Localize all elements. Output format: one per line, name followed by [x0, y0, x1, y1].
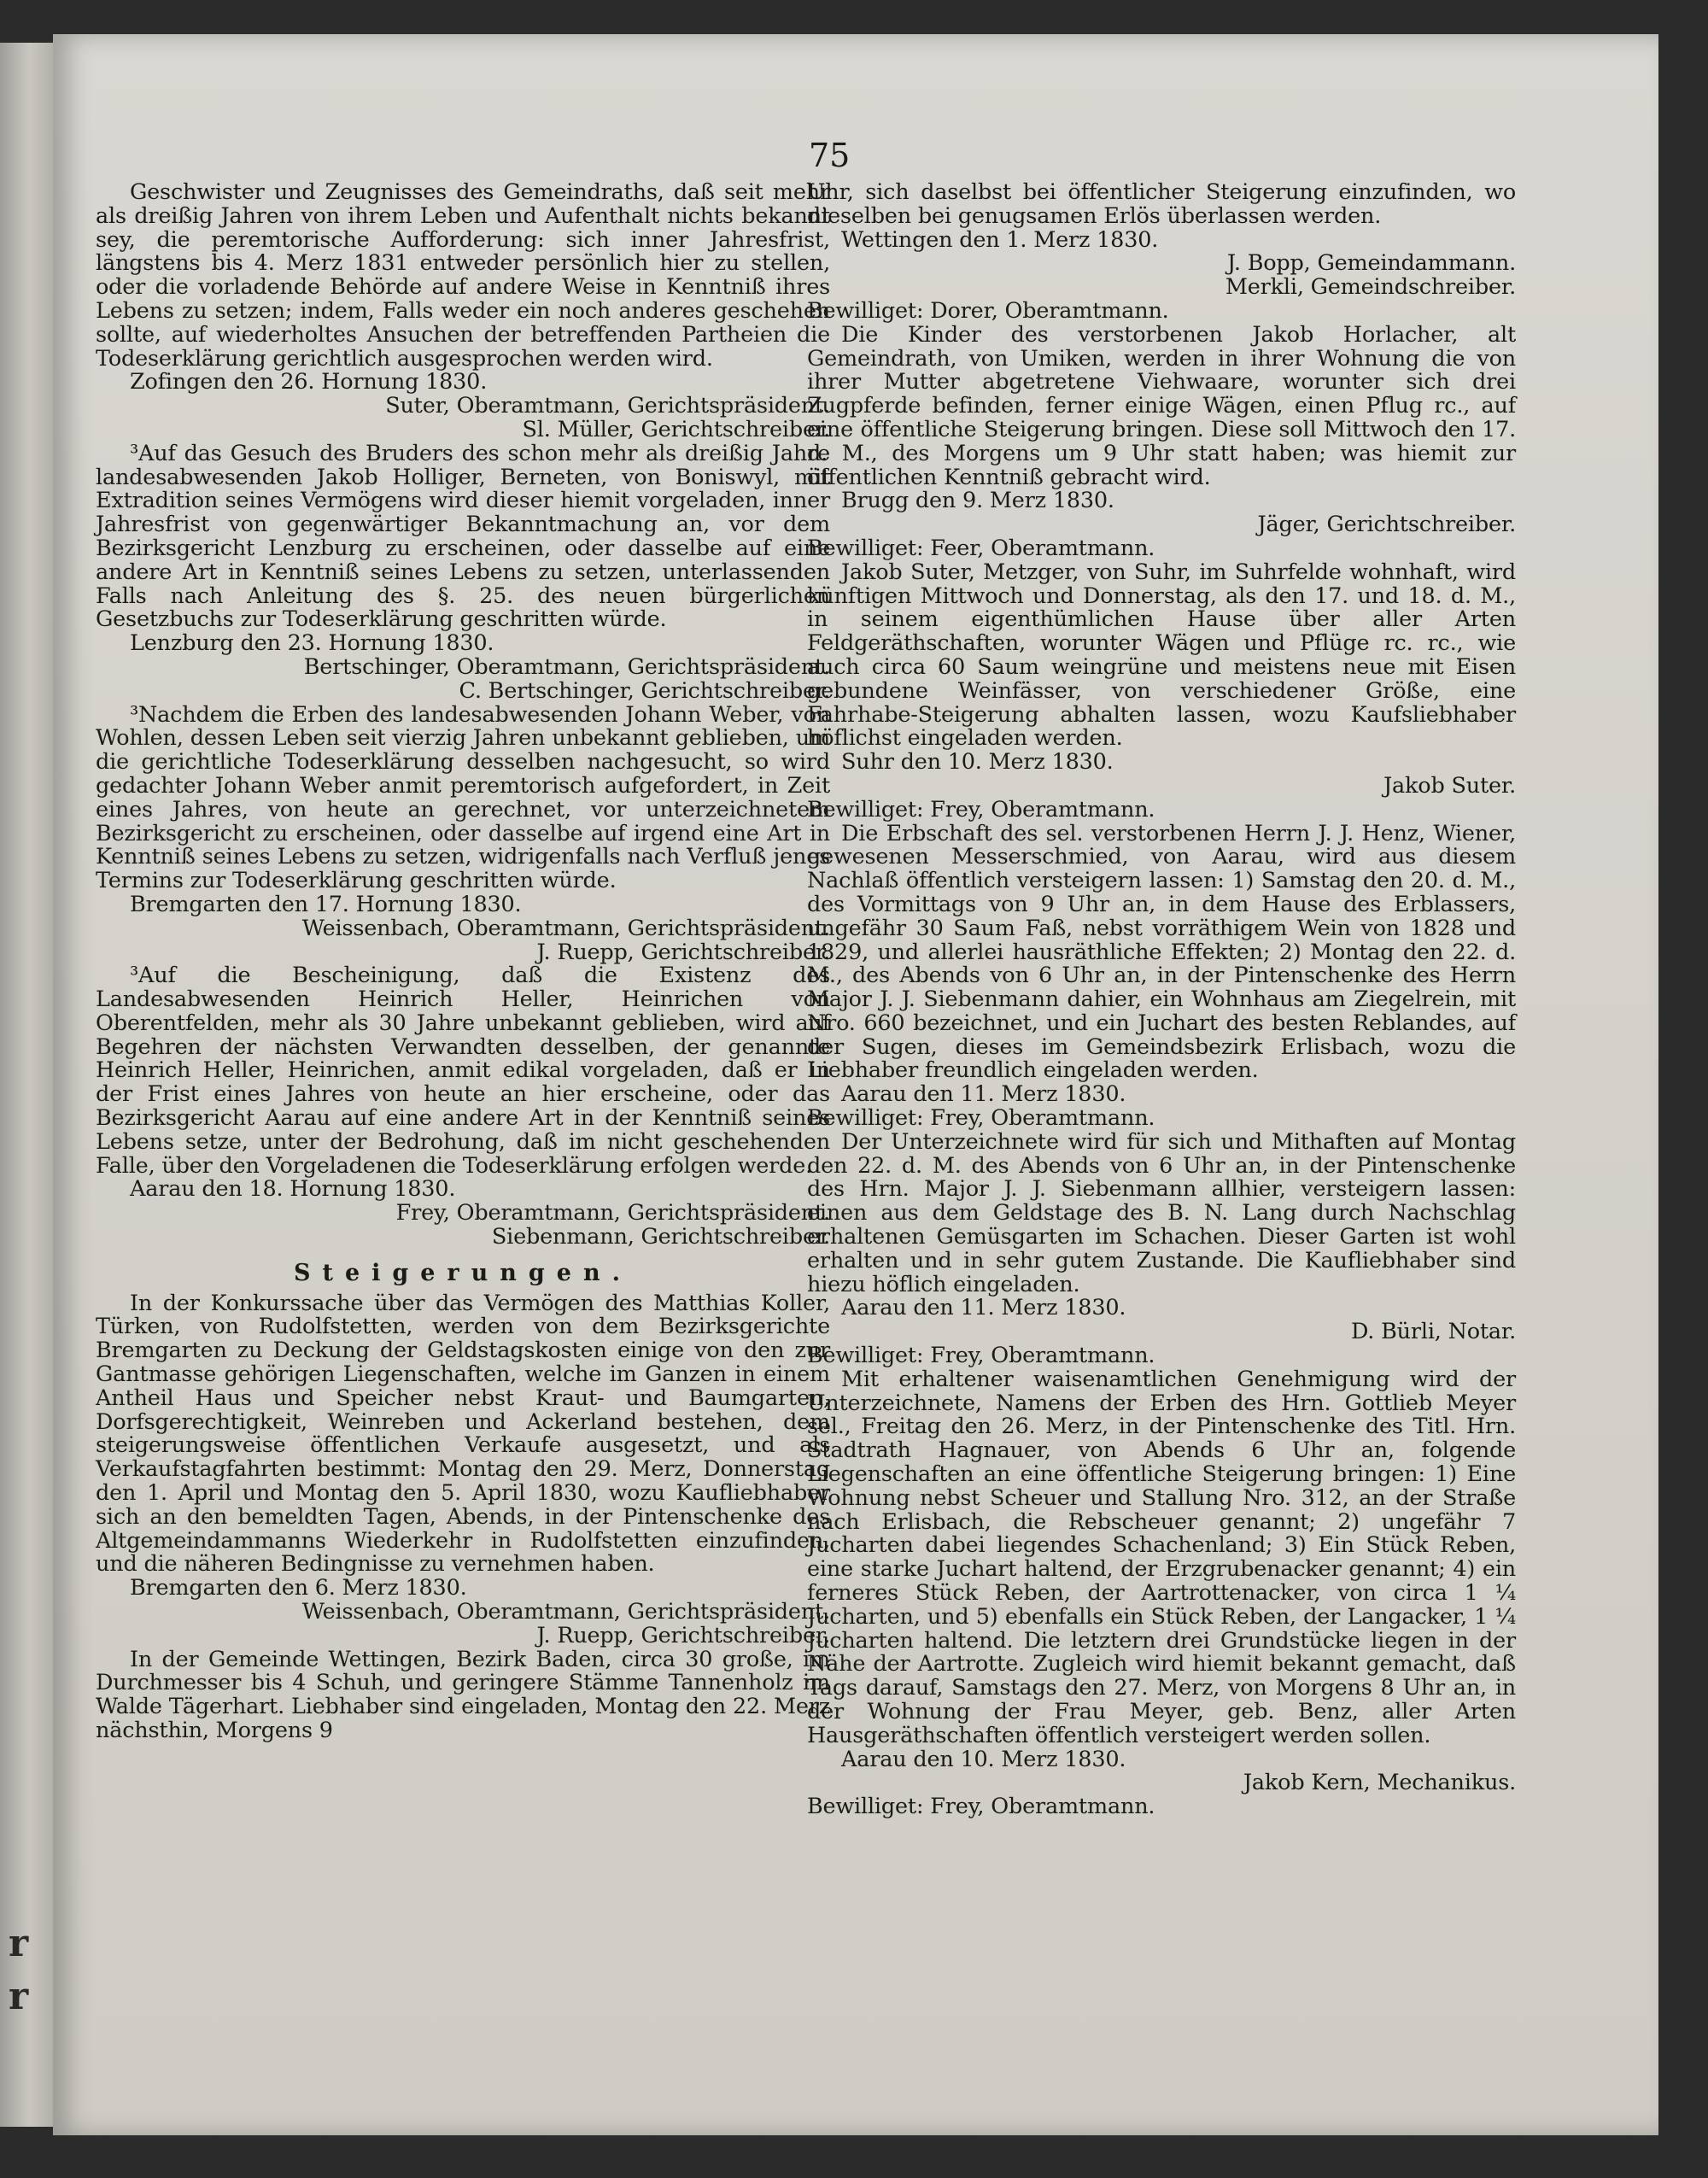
- approval-line: Bewilliget: Frey, Oberamtmann.: [807, 1343, 1155, 1369]
- signature-line: Bertschinger, Oberamtmann, Gerichtspräsident.: [303, 653, 830, 680]
- signature-line: Suter, Oberamtmann, Gerichtspräsident.: [385, 393, 830, 419]
- signature-line: Sl. Müller, Gerichtschreiber.: [522, 416, 830, 442]
- dateline: Aarau den 11. Merz 1830.: [841, 1081, 1126, 1108]
- notice-paragraph: ³Nachdem die Erben des landesabwesenden Johann Weber, von Wohlen, dessen Leben seit vierzig Jahren unbekannt geblieben, um die gerichtliche Todeserklärung desselben nachgesucht, so wird gedachter Johann Weber anmit peremtorisch aufgefordert, in Zeit eines Jahres, von heute an gerechnet, vor unterzeichnetem Bezirksgericht zu erscheinen, oder dasselbe auf irgend eine Art in Kenntniß seines Lebens zu setzen, widrigenfalls nach Verfluß jenes Termins zur Todeserklärung geschritten würde.: [96, 701, 830, 894]
- notice-paragraph-continued: Uhr, sich daselbst bei öffentlicher Steigerung einzufinden, wo dieselben bei genugsamen Erlös überlassen werden.: [807, 179, 1516, 229]
- signature-line: J. Ruepp, Gerichtschreiber.: [536, 1622, 830, 1648]
- approval-line: Bewilliget: Frey, Oberamtmann.: [807, 1105, 1155, 1132]
- signature-line: Merkli, Gemeindschreiber.: [1225, 274, 1516, 301]
- signature-line: Weissenbach, Oberamtmann, Gerichtspräsident.: [301, 1599, 830, 1625]
- dateline: Zofingen den 26. Hornung 1830.: [130, 369, 488, 395]
- section-heading: Steigerungen.: [293, 1259, 633, 1286]
- dateline: Lenzburg den 23. Hornung 1830.: [130, 630, 494, 657]
- approval-line: Bewilliget: Dorer, Oberamtmann.: [807, 297, 1169, 324]
- signature-line: J. Ruepp, Gerichtschreiber.: [536, 939, 830, 965]
- previous-page-edge: [0, 43, 53, 2127]
- signature-line: Frey, Oberamtmann, Gerichtspräsident.: [395, 1200, 830, 1227]
- right-column: [807, 181, 1516, 1819]
- notice-paragraph: Die Kinder des verstorbenen Jakob Horlacher, alt Gemeindrath, von Umiken, werden in ihrer Wohnung die von ihrer Mutter abgetretene Viehwaare, worunter sich drei Zugpferde befinden, ferner einige Wägen, einen Pflug rc., auf eine öffentliche Steigerung bringen. Diese soll Mittwoch den 17. d. M., des Morgens um 9 Uhr statt haben; was hiemit zur öffentlichen Kenntniß gebracht wird.: [807, 321, 1516, 490]
- page-number: 75: [809, 137, 851, 174]
- prev-page-fragment: r: [9, 1975, 29, 2018]
- dateline: Wettingen den 1. Merz 1830.: [841, 226, 1159, 253]
- signature-line: D. Bürli, Notar.: [1350, 1319, 1516, 1345]
- approval-line: Bewilliget: Frey, Oberamtmann.: [807, 796, 1155, 823]
- notice-paragraph: In der Konkurssache über das Vermögen des Matthias Koller, Türken, von Rudolfstetten, werden von dem Bezirksgerichte Bremgarten zu Deckung der Geldstagskosten einige von den zur Gantmasse gehörigen Liegenschaften, welche im Ganzen in einem Antheil Haus und Speicher nebst Kraut- und Baumgarten, Dorfsgerechtigkeit, Weinreben und Ackerland bestehen, dem steigerungsweise öffentlichen Verkaufe ausgesetzt, und als Verkaufstagfahrten bestimmt: Montag den 29. Merz, Donnerstag den 1. April und Montag den 5. April 1830, wozu Kaufliebhaber sich an den bemeldten Tagen, Abends, in der Pintenschenke des Altgemeindammanns Wiederkehr in Rudolfstetten einzufinden, und die näheren Bedingnisse zu vernehmen haben.: [96, 1290, 830, 1578]
- signature-line: Siebenmann, Gerichtschreiber.: [491, 1224, 830, 1250]
- notice-paragraph: ³Auf das Gesuch des Bruders des schon mehr als dreißig Jahre landesabwesenden Jakob Holliger, Berneten, von Boniswyl, mit Extradition seines Vermögens wird dieser hiemit vorgeladen, inner Jahresfrist von gegenwärtiger Bekanntmachung an, vor dem Bezirksgericht Lenzburg zu erscheinen, oder dasselbe auf eine andere Art in Kenntniß seines Lebens zu setzen, unterlassenden Falls nach Anleitung des §. 25. des neuen bürgerlichen Gesetzbuchs zur Todeserklärung geschritten würde.: [96, 440, 830, 633]
- notice-paragraph: ³Auf die Bescheinigung, daß die Existenz des Landesabwesenden Heinrich Heller, Heinrichen von Oberentfelden, mehr als 30 Jahre unbekannt geblieben, wird auf Begehren der nächsten Verwandten desselben, der genannte Heinrich Heller, Heinrichen, anmit edikal vorgeladen, daß er in der Frist eines Jahres von heute an hier erscheine, oder das Bezirksgericht Aarau auf eine andere Art in der Kenntniß seines Lebens setze, unter der Bedrohung, daß im nicht geschehenden Falle, über den Vorgeladenen die Todeserklärung erfolgen werde.: [96, 963, 830, 1179]
- dateline: Aarau den 10. Merz 1830.: [841, 1746, 1126, 1772]
- prev-page-fragment: r: [9, 1922, 29, 1965]
- approval-line: Bewilliget: Feer, Oberamtmann.: [807, 535, 1155, 561]
- notice-paragraph: Jakob Suter, Metzger, von Suhr, im Suhrfelde wohnhaft, wird künftigen Mittwoch und Donnerstag, als den 17. und 18. d. M., in seinem eigenthümlichen Hause über aller Arten Feldgeräthschaften, worunter Wägen und Pflüge rc. rc., wie auch circa 60 Saum weingrüne und meistens neue mit Eisen gebundene Weinfässer, von verschiedener Größe, eine Fahrhabe-Steigerung abhalten lassen, wozu Kaufsliebhaber höflichst eingeladen werden.: [807, 559, 1516, 752]
- signature-line: C. Bertschinger, Gerichtschreiber.: [459, 677, 830, 704]
- dateline: Aarau den 18. Hornung 1830.: [130, 1176, 456, 1203]
- notice-paragraph: Geschwister und Zeugnisses des Gemeindraths, daß seit mehr als dreißig Jahren von ihrem Leben und Aufenthalt nichts bekannt sey, die peremtorische Aufforderung: sich inner Jahresfrist, längstens bis 4. Merz 1831 entweder persönlich hier zu stellen, oder die vorladende Behörde auf andere Weise in Kenntniß ihres Lebens zu setzen; indem, Falls weder ein noch anderes geschehen sollte, auf wiederholtes Ansuchen der betreffenden Partheien die Todeserklärung gerichtlich ausgesprochen werden wird.: [96, 179, 830, 372]
- notice-paragraph: In der Gemeinde Wettingen, Bezirk Baden, circa 30 große, im Durchmesser bis 4 Schuh, und geringere Stämme Tannenholz im Walde Tägerhart. Liebhaber sind eingeladen, Montag den 22. Merz nächsthin, Morgens 9: [96, 1646, 830, 1743]
- left-column: [96, 181, 830, 1743]
- notice-paragraph: Die Erbschaft des sel. verstorbenen Herrn J. J. Henz, Wiener, gewesenen Messerschmied, von Aarau, wird aus diesem Nachlaß öffentlich versteigern lassen: 1) Samstag den 20. d. M., des Vormittags von 9 Uhr an, in dem Hause des Erblassers, ungefähr 30 Saum Faß, nebst vorräthigem Wein von 1828 und 1829, und allerlei hausräthliche Effekten; 2) Montag den 22. d. M., des Abends von 6 Uhr an, in der Pintenschenke des Herrn Major J. J. Siebenmann dahier, ein Wohnhaus am Ziegelrein, mit Nro. 660 bezeichnet, und ein Juchart des besten Reblandes, auf der Sugen, dieses im Gemeindsbezirk Erlisbach, wozu die Liebhaber freundlich eingeladen werden.: [807, 820, 1516, 1084]
- dateline: Bremgarten den 17. Hornung 1830.: [130, 891, 522, 917]
- dateline: Aarau den 11. Merz 1830.: [841, 1295, 1126, 1321]
- signature-line: Jäger, Gerichtschreiber.: [1257, 512, 1516, 538]
- notice-paragraph: Der Unterzeichnete wird für sich und Mithaften auf Montag den 22. d. M. des Abends von 6 Uhr an, in der Pintenschenke des Hrn. Major J. J. Siebenmann allhier, versteigern lassen: einen aus dem Geldstage des B. N. Lang durch Nachschlag erhaltenen Gemüsgarten im Schachen. Dieser Garten ist wohl erhalten und in sehr gutem Zustande. Die Kaufliebhaber sind hiezu höflich eingeladen.: [807, 1128, 1516, 1297]
- signature-line: Jakob Kern, Mechanikus.: [1243, 1770, 1516, 1796]
- dateline: Bremgarten den 6. Merz 1830.: [130, 1575, 467, 1601]
- signature-line: J. Bopp, Gemeindammann.: [1226, 250, 1516, 277]
- notice-paragraph: Mit erhaltener waisenamtlichen Genehmigung wird der Unterzeichnete, Namens der Erben des Hrn. Gottlieb Meyer sel., Freitag den 26. Merz, in der Pintenschenke des Titl. Hrn. Stadtrath Hagnauer, von Abends 6 Uhr an, folgende Liegenschaften an eine öffentliche Steigerung bringen: 1) Eine Wohnung nebst Scheuer und Stallung Nro. 312, an der Straße nach Erlisbach, die Rebscheuer genannt; 2) ungefähr 7 Jucharten dabei liegendes Schachenland; 3) Ein Stück Reben, eine starke Juchart haltend, der Erzgrubenacker genannt; 4) ein ferneres Stück Reben, der Aartrottenacker, von circa 1 ¼ Jucharten, und 5) ebenfalls ein Stück Reben, der Langacker, 1 ¼ Jucharten haltend. Die letztern drei Grundstücke liegen in der Nähe der Aartrotte. Zugleich wird hiemit bekannt gemacht, daß Tags darauf, Samstags den 27. Merz, von Morgens 8 Uhr an, in der Wohnung der Frau Meyer, geb. Benz, aller Arten Hausgeräthschaften öffentlich versteigert werden sollen.: [807, 1366, 1516, 1748]
- signature-line: Jakob Suter.: [1383, 772, 1516, 799]
- dateline: Brugg den 9. Merz 1830.: [841, 488, 1114, 514]
- dateline: Suhr den 10. Merz 1830.: [841, 749, 1114, 776]
- approval-line: Bewilliget: Frey, Oberamtmann.: [807, 1794, 1155, 1820]
- signature-line: Weissenbach, Oberamtmann, Gerichtspräsident.: [301, 915, 830, 941]
